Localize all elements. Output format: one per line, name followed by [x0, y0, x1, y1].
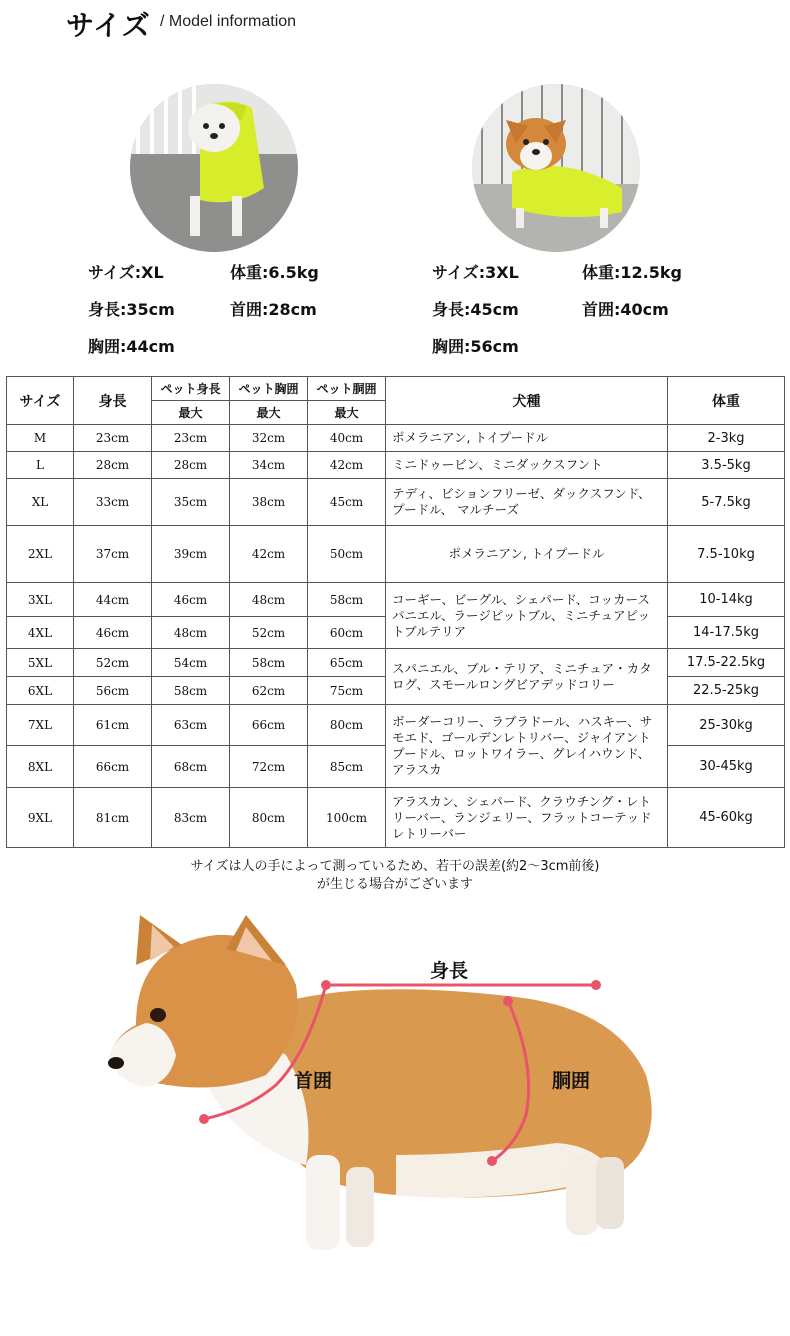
- cell-chest: 80cm: [230, 788, 308, 848]
- page-title: サイズ: [66, 9, 151, 42]
- cell-weight: 45-60kg: [668, 788, 785, 848]
- header-max: 最大: [152, 401, 230, 425]
- cell-size: XL: [7, 479, 74, 526]
- table-row: [7, 705, 785, 746]
- cell-weight: 22.5-25kg: [668, 677, 785, 705]
- cell-height: 33cm: [74, 479, 152, 526]
- cell-waist: 80cm: [308, 705, 386, 746]
- model-2-weight: 体重:12.5kg: [582, 263, 682, 282]
- model-2-size: サイズ:3XL: [432, 263, 519, 282]
- length-label: 身長: [430, 960, 469, 982]
- cell-height: 37cm: [74, 526, 152, 583]
- size-table: [6, 376, 785, 848]
- model-2-height: 身長:45cm: [432, 300, 519, 319]
- cell-waist: 100cm: [308, 788, 386, 848]
- cell-chest: 34cm: [230, 452, 308, 479]
- cell-breed: ポメラニアン, トイプードル: [386, 526, 668, 583]
- cell-weight: 14-17.5kg: [668, 617, 785, 649]
- cell-waist: 45cm: [308, 479, 386, 526]
- header-breed: 犬種: [386, 377, 668, 425]
- cell-height: 28cm: [74, 452, 152, 479]
- cell-length: 48cm: [152, 617, 230, 649]
- cell-chest: 42cm: [230, 526, 308, 583]
- model-1-size: サイズ:XL: [88, 263, 164, 282]
- cell-chest: 72cm: [230, 746, 308, 788]
- cell-length: 58cm: [152, 677, 230, 705]
- neck-label: 首囲: [294, 1070, 333, 1092]
- cell-height: 52cm: [74, 649, 152, 677]
- cell-waist: 50cm: [308, 526, 386, 583]
- corgi-measurement-photo: [96, 905, 736, 1285]
- cell-height: 46cm: [74, 617, 152, 649]
- white-dog-in-yellow-raincoat-photo: [130, 84, 298, 252]
- cell-size: 9XL: [7, 788, 74, 848]
- table-row: [7, 526, 785, 583]
- cell-length: 35cm: [152, 479, 230, 526]
- cell-length: 46cm: [152, 583, 230, 617]
- cell-size: 4XL: [7, 617, 74, 649]
- cell-size: M: [7, 425, 74, 452]
- cell-weight: 5-7.5kg: [668, 479, 785, 526]
- header-weight: 体重: [668, 377, 785, 425]
- cell-chest: 58cm: [230, 649, 308, 677]
- cell-waist: 75cm: [308, 677, 386, 705]
- header-size: サイズ: [7, 377, 74, 425]
- cell-chest: 38cm: [230, 479, 308, 526]
- table-row: [7, 788, 785, 848]
- cell-size: 2XL: [7, 526, 74, 583]
- header-max: 最大: [230, 401, 308, 425]
- page-subtitle: / Model information: [160, 13, 297, 30]
- model-1-weight: 体重:6.5kg: [230, 263, 319, 282]
- cell-chest: 32cm: [230, 425, 308, 452]
- cell-breed: ミニドゥービン、ミニダックスフント: [386, 452, 668, 479]
- table-row: [7, 649, 785, 677]
- cell-weight: 17.5-22.5kg: [668, 649, 785, 677]
- cell-breed: ボーダーコリー、ラブラドール、ハスキー、サモエド、ゴールデンレトリバー、ジャイアントプードル、ロットワイラー、グレイハウンド、アラスカ: [386, 705, 668, 788]
- waist-label: 胴囲: [552, 1070, 591, 1092]
- cell-height: 66cm: [74, 746, 152, 788]
- model-1-chest: 胸囲:44cm: [88, 337, 175, 356]
- cell-height: 61cm: [74, 705, 152, 746]
- cell-length: 23cm: [152, 425, 230, 452]
- cell-weight: 3.5-5kg: [668, 452, 785, 479]
- cell-waist: 42cm: [308, 452, 386, 479]
- table-row: [7, 452, 785, 479]
- measurement-note: [0, 858, 790, 894]
- cell-size: 6XL: [7, 677, 74, 705]
- cell-size: 5XL: [7, 649, 74, 677]
- table-row: [7, 583, 785, 617]
- model-2-neck: 首囲:40cm: [582, 300, 669, 319]
- cell-size: L: [7, 452, 74, 479]
- cell-height: 23cm: [74, 425, 152, 452]
- cell-breed: コーギー、ビーグル、シェパード、コッカースパニエル、ラージピットブル、ミニチュアピットブルテリア: [386, 583, 668, 649]
- cell-size: 7XL: [7, 705, 74, 746]
- cell-weight: 2-3kg: [668, 425, 785, 452]
- header-pet-chest: ペット胸囲: [230, 377, 308, 401]
- header-pet-length: ペット身長: [152, 377, 230, 401]
- header-height: 身長: [74, 377, 152, 425]
- cell-height: 44cm: [74, 583, 152, 617]
- table-row: [7, 425, 785, 452]
- cell-height: 56cm: [74, 677, 152, 705]
- cell-waist: 85cm: [308, 746, 386, 788]
- cell-chest: 62cm: [230, 677, 308, 705]
- cell-weight: 10-14kg: [668, 583, 785, 617]
- cell-height: 81cm: [74, 788, 152, 848]
- cell-weight: 7.5-10kg: [668, 526, 785, 583]
- cell-size: 3XL: [7, 583, 74, 617]
- cell-chest: 48cm: [230, 583, 308, 617]
- cell-waist: 65cm: [308, 649, 386, 677]
- cell-length: 39cm: [152, 526, 230, 583]
- model-1-height: 身長:35cm: [88, 300, 175, 319]
- header-pet-waist: ペット胴囲: [308, 377, 386, 401]
- model-2-chest: 胸囲:56cm: [432, 337, 519, 356]
- cell-waist: 60cm: [308, 617, 386, 649]
- cell-breed: テディ、ビションフリーゼ、ダックスフンド、プードル、 マルチーズ: [386, 479, 668, 526]
- cell-weight: 25-30kg: [668, 705, 785, 746]
- model-1-neck: 首囲:28cm: [230, 300, 317, 319]
- cell-chest: 66cm: [230, 705, 308, 746]
- cell-length: 28cm: [152, 452, 230, 479]
- table-row: [7, 479, 785, 526]
- corgi-in-yellow-raincoat-photo: [472, 84, 640, 252]
- header-max: 最大: [308, 401, 386, 425]
- cell-waist: 40cm: [308, 425, 386, 452]
- cell-weight: 30-45kg: [668, 746, 785, 788]
- cell-breed: スパニエル、ブル・テリア、ミニチュア・カタログ、スモールロングビアデッドコリー: [386, 649, 668, 705]
- cell-length: 54cm: [152, 649, 230, 677]
- note-line-2: が生じる場合がございます: [316, 877, 473, 892]
- cell-breed: ポメラニアン, トイプードル: [386, 425, 668, 452]
- cell-size: 8XL: [7, 746, 74, 788]
- cell-breed: アラスカン、シェパード、クラウチング・レトリーバー、ランジェリー、フラットコーテッドレトリーバー: [386, 788, 668, 848]
- cell-length: 63cm: [152, 705, 230, 746]
- cell-chest: 52cm: [230, 617, 308, 649]
- cell-length: 83cm: [152, 788, 230, 848]
- cell-length: 68cm: [152, 746, 230, 788]
- cell-waist: 58cm: [308, 583, 386, 617]
- note-line-1: サイズは人の手によって測っているため、若干の誤差(約2～3cm前後): [190, 859, 600, 874]
